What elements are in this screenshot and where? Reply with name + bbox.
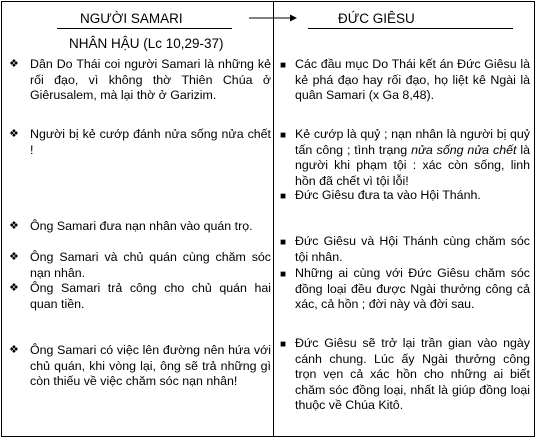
right-item-1 <box>280 57 530 104</box>
diamond-cluster-icon: ❖ <box>9 58 19 70</box>
left-item-2 <box>9 127 271 158</box>
right-item-text: Đức Giêsu sẽ trở lại trần gian vào ngày cánh chung. Lúc ấy Ngài thưởng công trọn vẹn cả xác hồn cho những ai biết chăm sóc đồng loại, nhất là giúp đồng loại thuộc về Chúa Kitô. <box>295 336 530 413</box>
left-item-text: Người bị kẻ cướp đánh nửa sống nửa chết ! <box>30 127 271 157</box>
left-item-6 <box>9 343 271 390</box>
square-bullet-icon: ■ <box>280 237 287 248</box>
left-item-text: Ông Samari và chủ quán cùng chăm sóc nạn nhân. <box>30 250 271 280</box>
right-item-4 <box>280 234 530 265</box>
left-item-text: Ông Samari có việc lên đường nên hứa với chủ quán, khi vòng lại, ông sẽ trả những gì còn thiếu về việc chăm sóc nạn nhân! <box>30 343 271 389</box>
diamond-cluster-icon: ❖ <box>9 344 19 356</box>
right-arrow-icon <box>249 11 297 25</box>
left-item-text: Ông Samari trả công cho chủ quán hai quan tiền. <box>30 281 271 311</box>
right-item-2 <box>280 127 530 189</box>
right-item-6 <box>280 336 530 414</box>
diamond-cluster-icon: ❖ <box>9 251 19 263</box>
italic-phrase: nửa sống nửa chết <box>411 142 517 157</box>
right-item-text: Các đầu mục Do Thái kết án Đức Giêsu là kẻ phá đạo hay rối đạo, họ liệt kê Ngài là quân Samari (x Ga 8,48). <box>295 57 530 103</box>
left-item-4 <box>9 250 271 281</box>
left-item-text: Dân Do Thái coi người Samari là những kẻ rối đạo, vì không thờ Thiên Chúa ở Giêrusalem, mà lại thờ ở Garizim. <box>30 57 271 103</box>
diamond-cluster-icon: ❖ <box>9 220 19 232</box>
square-bullet-icon: ■ <box>280 339 287 350</box>
left-item-5 <box>9 281 271 312</box>
square-bullet-icon: ■ <box>280 60 287 71</box>
square-bullet-icon: ■ <box>280 269 287 280</box>
right-column-title: ĐỨC GIÊSU <box>338 11 415 26</box>
right-item-5 <box>280 266 530 313</box>
diamond-cluster-icon: ❖ <box>9 282 19 294</box>
right-item-text: Đức Giêsu và Hội Thánh cùng chăm sóc tội nhân. <box>295 234 530 264</box>
right-header-rule <box>308 28 513 29</box>
column-divider <box>273 1 274 437</box>
left-item-3 <box>9 219 271 235</box>
right-item-3 <box>280 188 530 204</box>
right-item-text: Đức Giêsu đưa ta vào Hội Thánh. <box>295 188 481 202</box>
square-bullet-icon: ■ <box>280 191 287 202</box>
square-bullet-icon: ■ <box>280 130 287 141</box>
diamond-cluster-icon: ❖ <box>9 128 19 140</box>
left-item-text: Ông Samari đưa nạn nhân vào quán trọ. <box>30 219 253 233</box>
left-header-rule <box>57 28 232 29</box>
right-item-text: Kẻ cướp là quỷ ; nạn nhân là người bị quỷ tấn công ; tình trạng nửa sống nửa chết là người khi phạm tội : xác còn sống, linh hồn đã chết vì tội lỗi! <box>295 127 530 188</box>
left-column-title: NGƯỜI SAMARI <box>80 11 183 26</box>
left-column-subtitle: NHÂN HẬU (Lc 10,29-37) <box>69 36 224 51</box>
right-item-text: Những ai cùng với Đức Giêsu chăm sóc đồng loại đều được Ngài thưởng công cả xác, cả hồn ; đời này và đời sau. <box>295 266 530 312</box>
left-item-1 <box>9 57 271 104</box>
